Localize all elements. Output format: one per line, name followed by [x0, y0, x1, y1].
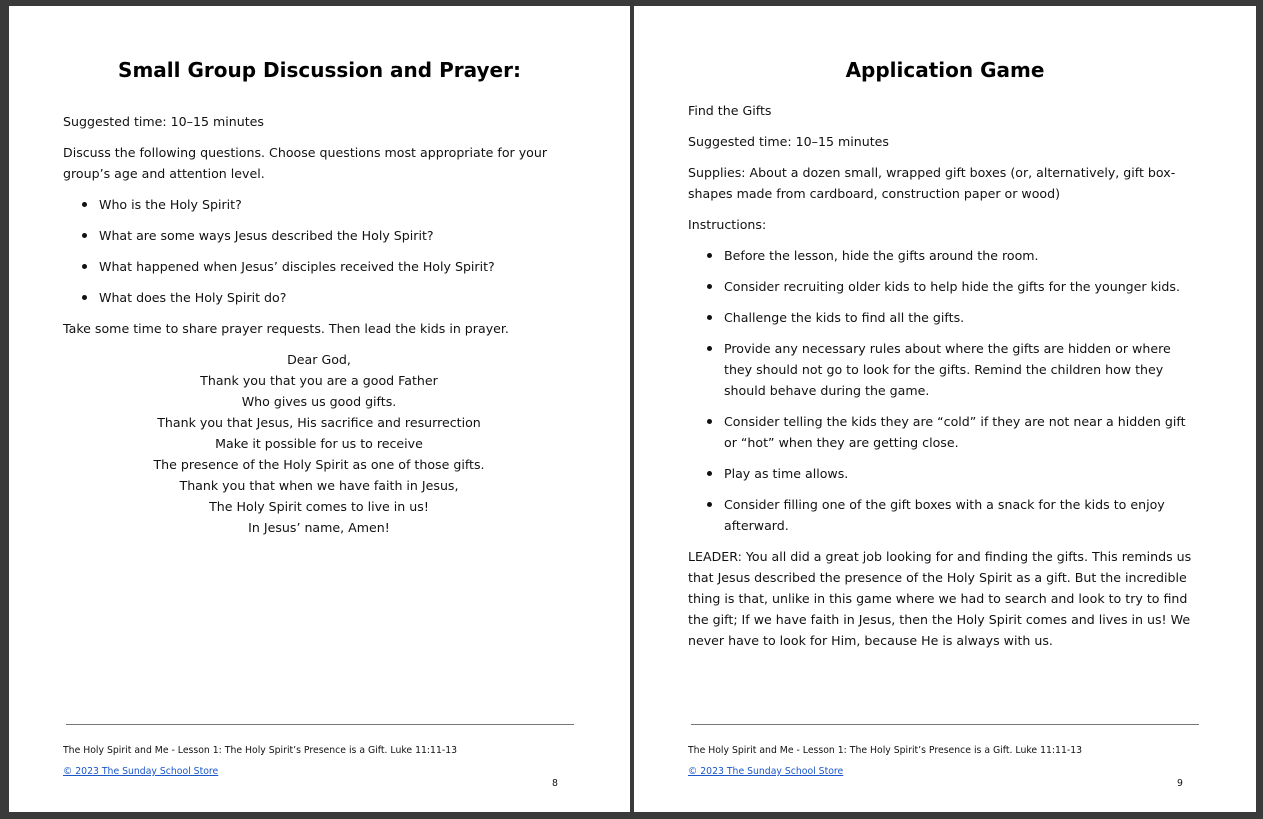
list-item: What happened when Jesus’ disciples received the Holy Spirit? [99, 256, 575, 277]
page-content [688, 100, 1200, 661]
list-item: Consider telling the kids they are “cold” if they are not near a hidden gift or “hot” when they are getting close. [724, 411, 1200, 453]
prayer-block [63, 349, 575, 538]
leader-text: LEADER: You all did a great job looking for and finding the gifts. This reminds us that Jesus described the presence of the Holy Spirit as a gift. But the incredible thing is that, unlike in this game where we had to search and look to try to find the gift; If we have faith in Jesus, then the Holy Spirit comes and lives in us! We never have to look for Him, because He is always with us. [688, 549, 1192, 648]
footer-divider [691, 724, 1199, 725]
copyright-link[interactable]: © 2023 The Sunday School Store [63, 766, 219, 777]
prayer-line: Dear God, [287, 352, 351, 367]
list-item: Challenge the kids to find all the gifts. [724, 307, 1200, 328]
list-item: Who is the Holy Spirit? [99, 194, 575, 215]
list-item: Consider recruiting older kids to help hide the gifts for the younger kids. [724, 276, 1200, 297]
footer-text: The Holy Spirit and Me - Lesson 1: The Holy Spirit’s Presence is a Gift. Luke 11:11-13 [63, 745, 458, 756]
prayer-line: Who gives us good gifts. [241, 394, 397, 409]
page-content [63, 111, 575, 538]
list-item: What does the Holy Spirit do? [99, 287, 575, 308]
prayer-line: Thank you that Jesus, His sacrifice and resurrection [157, 415, 481, 430]
discussion-intro: Discuss the following questions. Choose questions most appropriate for your group’s age and attention level. [63, 145, 548, 181]
page-number: 8 [552, 778, 558, 789]
prayer-line: In Jesus’ name, Amen! [248, 520, 390, 535]
page-right [634, 6, 1256, 812]
list-item: Consider filling one of the gift boxes with a snack for the kids to enjoy afterward. [724, 494, 1200, 536]
copyright-link[interactable]: © 2023 The Sunday School Store [688, 766, 844, 777]
page-heading: Small Group Discussion and Prayer: [118, 58, 521, 82]
page-heading: Application Game [845, 58, 1045, 82]
instructions-label: Instructions: [688, 217, 767, 232]
game-name: Find the Gifts [688, 103, 772, 118]
list-item: Provide any necessary rules about where the gifts are hidden or where they should not go to look for the gifts. Remind the children how they should behave during the game. [724, 338, 1200, 401]
prayer-line: Make it possible for us to receive [215, 436, 423, 451]
list-item: What are some ways Jesus described the Holy Spirit? [99, 225, 575, 246]
list-item: Play as time allows. [724, 463, 1200, 484]
prayer-line: Thank you that you are a good Father [200, 373, 438, 388]
prayer-line: Thank you that when we have faith in Jesus, [179, 478, 459, 493]
question-list [63, 194, 575, 308]
suggested-time: Suggested time: 10–15 minutes [688, 134, 889, 149]
prayer-line: The presence of the Holy Spirit as one of those gifts. [153, 457, 485, 472]
supplies-text: Supplies: About a dozen small, wrapped gift boxes (or, alternatively, gift box-shapes made from cardboard, construction paper or wood) [688, 165, 1176, 201]
prayer-line: The Holy Spirit comes to live in us! [209, 499, 429, 514]
footer-text: The Holy Spirit and Me - Lesson 1: The Holy Spirit’s Presence is a Gift. Luke 11:11-13 [688, 745, 1083, 756]
prayer-intro: Take some time to share prayer requests. Then lead the kids in prayer. [63, 321, 509, 336]
page-left [9, 6, 630, 812]
page-number: 9 [1177, 778, 1183, 789]
footer-divider [66, 724, 574, 725]
instruction-list [688, 245, 1200, 536]
suggested-time: Suggested time: 10–15 minutes [63, 114, 264, 129]
list-item: Before the lesson, hide the gifts around the room. [724, 245, 1200, 266]
